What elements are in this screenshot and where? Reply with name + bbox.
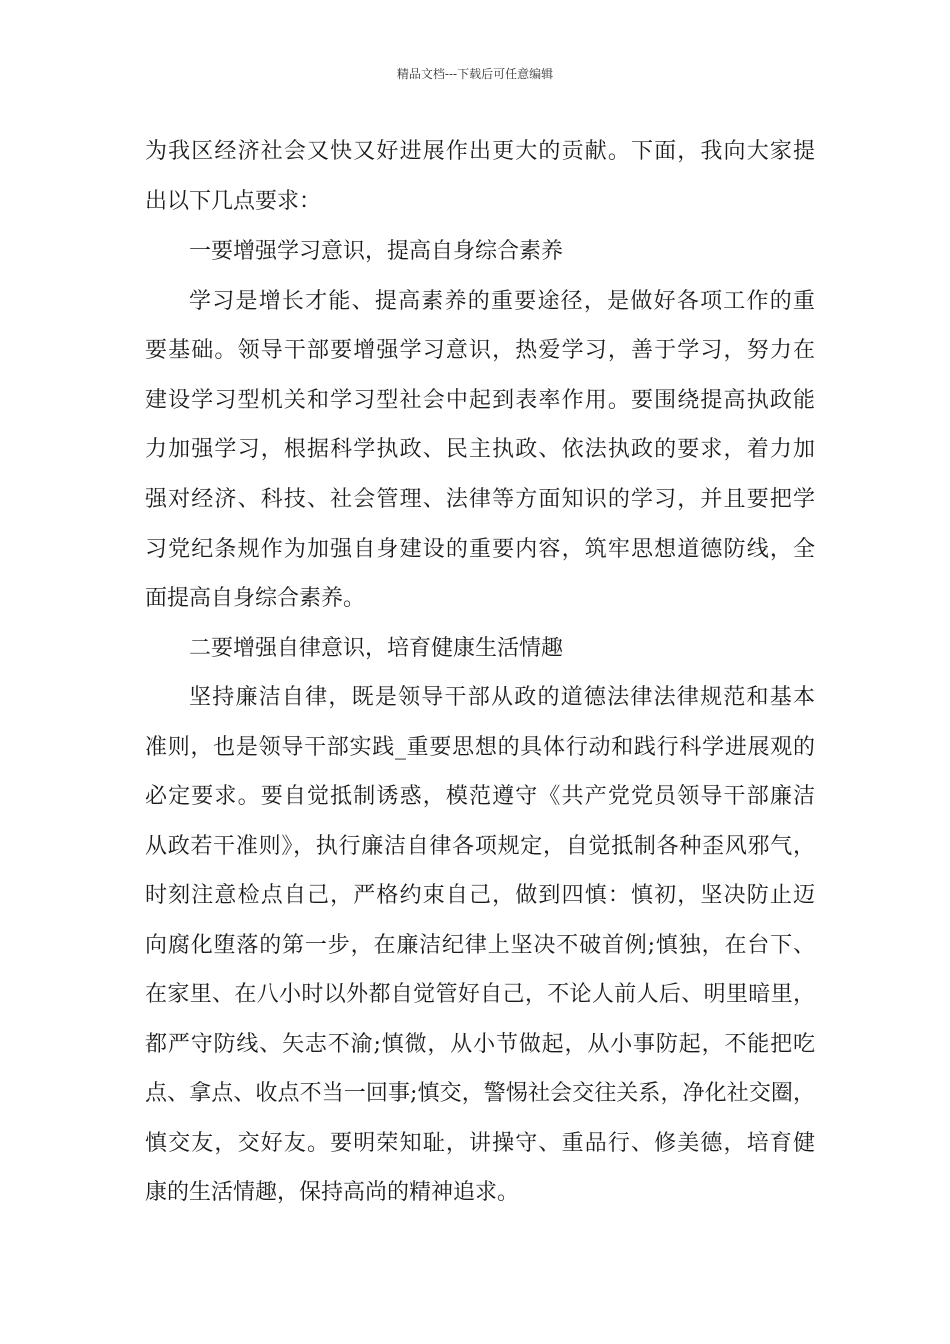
body-line: 出以下几点要求： <box>145 189 322 214</box>
body-line: 坚持廉洁自律，既是领导干部从政的道德法律法律规范和基本 <box>189 685 815 710</box>
body-line: 向腐化堕落的第一步，在廉洁纪律上坚决不破首例;慎独，在台下、 <box>145 933 815 958</box>
body-line: 强对经济、科技、社会管理、法律等方面知识的学习，并且要把学 <box>145 487 815 512</box>
body-line: 慎交友，交好友。要明荣知耻，讲操守、重品行、修美德，培育健 <box>145 1131 815 1156</box>
body-line: 康的生活情趣，保持高尚的精神追求。 <box>145 1180 520 1205</box>
body-line: 学习是增长才能、提高素养的重要途径，是做好各项工作的重 <box>189 289 815 314</box>
body-line: 时刻注意检点自己，严格约束自己，做到四慎：慎初，坚决防止迈 <box>145 883 815 908</box>
body-line: 为我区经济社会又快又好进展作出更大的贡献。下面，我向大家提 <box>145 139 815 164</box>
body-line: 准则，也是领导干部实践_重要思想的具体行动和践行科学进展观的 <box>145 735 815 760</box>
body-line: 点、拿点、收点不当一回事;慎交，警惕社会交往关系，净化社交圈， <box>145 1081 815 1106</box>
body-line: 要基础。领导干部要增强学习意识，热爱学习，善于学习，努力在 <box>145 338 815 363</box>
section-heading: 二要增强自律意识，培育健康生活情趣 <box>189 636 564 661</box>
body-line: 必定要求。要自觉抵制诱惑，模范遵守《共产党党员领导干部廉洁 <box>145 784 815 809</box>
page-header: 精品文档---下载后可任意编辑 <box>396 67 554 81</box>
body-line: 从政若干准则》，执行廉洁自律各项规定，自觉抵制各种歪风邪气， <box>145 834 815 859</box>
body-line: 建设学习型机关和学习型社会中起到表率作用。要围绕提高执政能 <box>145 388 815 413</box>
body-line: 在家里、在八小时以外都自觉管好自己，不论人前人后、明里暗里， <box>145 982 815 1007</box>
section-heading: 一要增强学习意识，提高自身综合素养 <box>189 239 564 264</box>
body-line: 习党纪条规作为加强自身建设的重要内容，筑牢思想道德防线，全 <box>145 537 815 562</box>
body-line: 都严守防线、矢志不渝;慎微，从小节做起，从小事防起，不能把吃 <box>145 1032 815 1057</box>
body-line: 面提高自身综合素养。 <box>145 586 366 611</box>
body-line: 力加强学习，根据科学执政、民主执政、依法执政的要求，着力加 <box>145 437 815 462</box>
